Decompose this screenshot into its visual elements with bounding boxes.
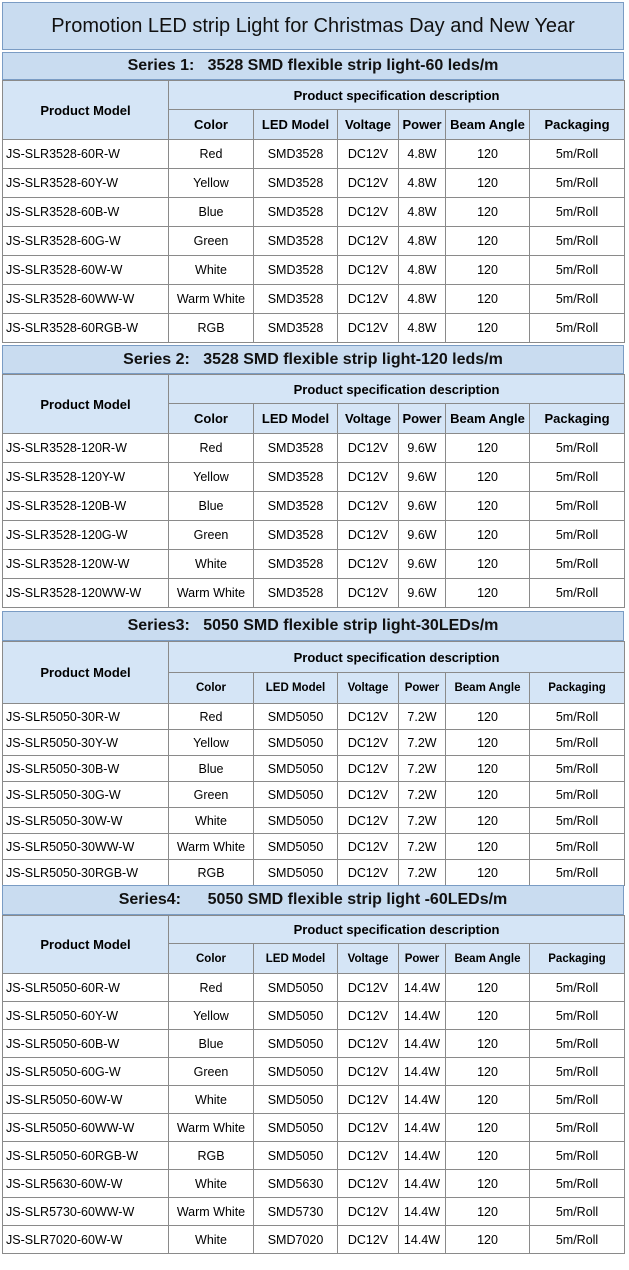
table-cell: 120 bbox=[446, 1002, 530, 1030]
table-cell: 9.6W bbox=[399, 579, 446, 608]
table-cell: 4.8W bbox=[399, 285, 446, 314]
table-cell: 5m/Roll bbox=[530, 1002, 625, 1030]
table-row bbox=[3, 974, 625, 1002]
spec-description-header: Product specification description bbox=[169, 916, 625, 944]
table-cell: SMD5050 bbox=[254, 730, 338, 756]
table-cell: 7.2W bbox=[399, 730, 446, 756]
series-title: Series4: 5050 SMD flexible strip light -60LEDs/m bbox=[2, 885, 624, 915]
table-cell: DC12V bbox=[338, 1198, 399, 1226]
table-cell: RGB bbox=[169, 860, 254, 886]
column-header: Power bbox=[399, 404, 446, 434]
column-header: Power bbox=[399, 110, 446, 140]
column-header: Voltage bbox=[338, 110, 399, 140]
table-cell: Yellow bbox=[169, 1002, 254, 1030]
table-cell: Warm White bbox=[169, 579, 254, 608]
table-cell: 4.8W bbox=[399, 256, 446, 285]
spec-table bbox=[2, 641, 625, 886]
table-cell: 9.6W bbox=[399, 521, 446, 550]
table-cell: 120 bbox=[446, 579, 530, 608]
table-row bbox=[3, 198, 625, 227]
table-cell: DC12V bbox=[338, 198, 399, 227]
product-model-cell: JS-SLR5050-30WW-W bbox=[3, 834, 169, 860]
table-cell: DC12V bbox=[338, 463, 399, 492]
table-row bbox=[3, 579, 625, 608]
table-cell: 4.8W bbox=[399, 227, 446, 256]
spec-table bbox=[2, 374, 625, 608]
series-title: Series3: 5050 SMD flexible strip light-30LEDs/m bbox=[2, 611, 624, 641]
table-cell: SMD5050 bbox=[254, 834, 338, 860]
table-cell: 5m/Roll bbox=[530, 860, 625, 886]
product-model-cell: JS-SLR5050-30RGB-W bbox=[3, 860, 169, 886]
table-cell: DC12V bbox=[338, 256, 399, 285]
product-model-header: Product Model bbox=[3, 642, 169, 704]
table-cell: Yellow bbox=[169, 169, 254, 198]
table-cell: 120 bbox=[446, 463, 530, 492]
product-model-cell: JS-SLR5050-60WW-W bbox=[3, 1114, 169, 1142]
table-cell: 9.6W bbox=[399, 550, 446, 579]
table-cell: SMD3528 bbox=[254, 256, 338, 285]
table-cell: 5m/Roll bbox=[530, 1030, 625, 1058]
series-section bbox=[2, 611, 624, 886]
product-model-cell: JS-SLR5050-30Y-W bbox=[3, 730, 169, 756]
table-cell: 5m/Roll bbox=[530, 834, 625, 860]
table-cell: SMD3528 bbox=[254, 434, 338, 463]
table-cell: 5m/Roll bbox=[530, 1114, 625, 1142]
table-row bbox=[3, 704, 625, 730]
table-cell: 7.2W bbox=[399, 782, 446, 808]
product-model-cell: JS-SLR5050-60Y-W bbox=[3, 1002, 169, 1030]
table-cell: SMD3528 bbox=[254, 169, 338, 198]
table-cell: DC12V bbox=[338, 1142, 399, 1170]
table-cell: 120 bbox=[446, 314, 530, 343]
table-row bbox=[3, 169, 625, 198]
product-model-cell: JS-SLR3528-120WW-W bbox=[3, 579, 169, 608]
table-cell: SMD5050 bbox=[254, 756, 338, 782]
table-cell: SMD5050 bbox=[254, 704, 338, 730]
table-cell: SMD5050 bbox=[254, 860, 338, 886]
spec-description-header: Product specification description bbox=[169, 642, 625, 673]
table-cell: 5m/Roll bbox=[530, 1142, 625, 1170]
product-model-cell: JS-SLR5050-60W-W bbox=[3, 1086, 169, 1114]
column-header: Beam Angle bbox=[446, 404, 530, 434]
table-cell: 120 bbox=[446, 169, 530, 198]
table-cell: 7.2W bbox=[399, 808, 446, 834]
table-cell: White bbox=[169, 1226, 254, 1254]
table-cell: 120 bbox=[446, 782, 530, 808]
table-cell: SMD3528 bbox=[254, 227, 338, 256]
table-cell: 5m/Roll bbox=[530, 782, 625, 808]
column-header: Packaging bbox=[530, 110, 625, 140]
table-cell: Blue bbox=[169, 492, 254, 521]
product-model-header: Product Model bbox=[3, 81, 169, 140]
table-cell: 5m/Roll bbox=[530, 808, 625, 834]
table-cell: SMD5050 bbox=[254, 1114, 338, 1142]
table-row bbox=[3, 285, 625, 314]
table-cell: 5m/Roll bbox=[530, 1058, 625, 1086]
column-header: Color bbox=[169, 673, 254, 704]
table-cell: 120 bbox=[446, 756, 530, 782]
table-cell: 120 bbox=[446, 730, 530, 756]
column-header: LED Model bbox=[254, 404, 338, 434]
series-title: Series 1: 3528 SMD flexible strip light-60 leds/m bbox=[2, 52, 624, 80]
product-model-cell: JS-SLR5050-30G-W bbox=[3, 782, 169, 808]
table-cell: 120 bbox=[446, 1226, 530, 1254]
product-model-cell: JS-SLR5730-60WW-W bbox=[3, 1198, 169, 1226]
table-cell: RGB bbox=[169, 1142, 254, 1170]
product-model-cell: JS-SLR5050-30R-W bbox=[3, 704, 169, 730]
table-cell: 120 bbox=[446, 434, 530, 463]
product-model-cell: JS-SLR3528-120B-W bbox=[3, 492, 169, 521]
table-cell: 120 bbox=[446, 974, 530, 1002]
table-cell: 5m/Roll bbox=[530, 1170, 625, 1198]
table-row bbox=[3, 808, 625, 834]
series-section bbox=[2, 885, 624, 1254]
table-cell: Blue bbox=[169, 1030, 254, 1058]
table-cell: White bbox=[169, 1170, 254, 1198]
table-cell: SMD5050 bbox=[254, 1002, 338, 1030]
product-model-cell: JS-SLR3528-60WW-W bbox=[3, 285, 169, 314]
table-cell: 7.2W bbox=[399, 860, 446, 886]
table-cell: DC12V bbox=[338, 1002, 399, 1030]
column-header: Power bbox=[399, 944, 446, 974]
table-cell: 5m/Roll bbox=[530, 256, 625, 285]
table-cell: Red bbox=[169, 434, 254, 463]
table-cell: SMD5630 bbox=[254, 1170, 338, 1198]
table-cell: DC12V bbox=[338, 834, 399, 860]
table-cell: 5m/Roll bbox=[530, 704, 625, 730]
product-model-cell: JS-SLR5050-30B-W bbox=[3, 756, 169, 782]
table-row bbox=[3, 1058, 625, 1086]
column-header: LED Model bbox=[254, 110, 338, 140]
table-cell: 14.4W bbox=[399, 1114, 446, 1142]
table-cell: SMD3528 bbox=[254, 285, 338, 314]
column-header: Beam Angle bbox=[446, 944, 530, 974]
table-cell: 4.8W bbox=[399, 169, 446, 198]
table-cell: 5m/Roll bbox=[530, 974, 625, 1002]
table-cell: 5m/Roll bbox=[530, 434, 625, 463]
table-cell: 120 bbox=[446, 1086, 530, 1114]
table-cell: Blue bbox=[169, 198, 254, 227]
table-cell: 5m/Roll bbox=[530, 492, 625, 521]
table-cell: 120 bbox=[446, 834, 530, 860]
table-cell: 5m/Roll bbox=[530, 756, 625, 782]
table-row bbox=[3, 550, 625, 579]
table-cell: DC12V bbox=[338, 1226, 399, 1254]
table-cell: 14.4W bbox=[399, 974, 446, 1002]
table-cell: Green bbox=[169, 1058, 254, 1086]
table-cell: 120 bbox=[446, 550, 530, 579]
table-cell: Red bbox=[169, 704, 254, 730]
table-row bbox=[3, 1086, 625, 1114]
table-cell: 14.4W bbox=[399, 1226, 446, 1254]
series-section bbox=[2, 52, 624, 343]
table-cell: DC12V bbox=[338, 1114, 399, 1142]
table-cell: 9.6W bbox=[399, 492, 446, 521]
table-cell: Warm White bbox=[169, 834, 254, 860]
table-cell: SMD3528 bbox=[254, 198, 338, 227]
product-model-cell: JS-SLR3528-60W-W bbox=[3, 256, 169, 285]
table-cell: 14.4W bbox=[399, 1170, 446, 1198]
table-cell: 14.4W bbox=[399, 1030, 446, 1058]
series-section bbox=[2, 345, 624, 608]
table-cell: SMD5050 bbox=[254, 974, 338, 1002]
table-cell: Green bbox=[169, 782, 254, 808]
spec-description-header: Product specification description bbox=[169, 81, 625, 110]
table-cell: SMD3528 bbox=[254, 140, 338, 169]
table-cell: 120 bbox=[446, 198, 530, 227]
table-cell: White bbox=[169, 256, 254, 285]
table-row bbox=[3, 1114, 625, 1142]
table-cell: SMD3528 bbox=[254, 550, 338, 579]
table-cell: 120 bbox=[446, 1198, 530, 1226]
table-row bbox=[3, 140, 625, 169]
table-cell: Warm White bbox=[169, 1198, 254, 1226]
column-header: Color bbox=[169, 110, 254, 140]
table-row bbox=[3, 782, 625, 808]
table-cell: Blue bbox=[169, 756, 254, 782]
product-model-cell: JS-SLR3528-60B-W bbox=[3, 198, 169, 227]
table-cell: 14.4W bbox=[399, 1198, 446, 1226]
table-row bbox=[3, 860, 625, 886]
column-header: Voltage bbox=[338, 404, 399, 434]
table-cell: 5m/Roll bbox=[530, 314, 625, 343]
column-header: Packaging bbox=[530, 404, 625, 434]
table-cell: Green bbox=[169, 227, 254, 256]
table-cell: Warm White bbox=[169, 1114, 254, 1142]
table-cell: 5m/Roll bbox=[530, 140, 625, 169]
table-cell: 5m/Roll bbox=[530, 521, 625, 550]
table-cell: SMD3528 bbox=[254, 492, 338, 521]
table-cell: 4.8W bbox=[399, 140, 446, 169]
table-cell: 5m/Roll bbox=[530, 463, 625, 492]
table-cell: SMD5050 bbox=[254, 1086, 338, 1114]
table-cell: 120 bbox=[446, 492, 530, 521]
product-model-cell: JS-SLR3528-120Y-W bbox=[3, 463, 169, 492]
product-model-cell: JS-SLR5630-60W-W bbox=[3, 1170, 169, 1198]
table-cell: DC12V bbox=[338, 860, 399, 886]
table-cell: 5m/Roll bbox=[530, 579, 625, 608]
table-cell: DC12V bbox=[338, 808, 399, 834]
spec-description-header: Product specification description bbox=[169, 375, 625, 404]
table-cell: 7.2W bbox=[399, 834, 446, 860]
product-model-cell: JS-SLR5050-30W-W bbox=[3, 808, 169, 834]
table-cell: 120 bbox=[446, 521, 530, 550]
table-cell: SMD3528 bbox=[254, 521, 338, 550]
table-cell: 4.8W bbox=[399, 314, 446, 343]
column-header: LED Model bbox=[254, 673, 338, 704]
table-cell: 5m/Roll bbox=[530, 550, 625, 579]
product-model-cell: JS-SLR3528-120W-W bbox=[3, 550, 169, 579]
column-header: LED Model bbox=[254, 944, 338, 974]
table-cell: SMD7020 bbox=[254, 1226, 338, 1254]
table-cell: White bbox=[169, 1086, 254, 1114]
column-header: Packaging bbox=[530, 673, 625, 704]
table-row bbox=[3, 314, 625, 343]
table-cell: Red bbox=[169, 974, 254, 1002]
table-row bbox=[3, 1002, 625, 1030]
table-cell: DC12V bbox=[338, 756, 399, 782]
table-row bbox=[3, 434, 625, 463]
table-cell: DC12V bbox=[338, 579, 399, 608]
table-row bbox=[3, 521, 625, 550]
table-cell: 120 bbox=[446, 1142, 530, 1170]
table-cell: DC12V bbox=[338, 782, 399, 808]
table-cell: 120 bbox=[446, 704, 530, 730]
table-cell: Yellow bbox=[169, 463, 254, 492]
table-cell: DC12V bbox=[338, 285, 399, 314]
table-cell: DC12V bbox=[338, 1058, 399, 1086]
table-cell: 14.4W bbox=[399, 1058, 446, 1086]
table-cell: White bbox=[169, 550, 254, 579]
table-cell: Yellow bbox=[169, 730, 254, 756]
spec-table bbox=[2, 915, 625, 1254]
table-cell: 5m/Roll bbox=[530, 227, 625, 256]
table-cell: 5m/Roll bbox=[530, 198, 625, 227]
table-cell: 14.4W bbox=[399, 1142, 446, 1170]
product-model-header: Product Model bbox=[3, 375, 169, 434]
table-cell: 120 bbox=[446, 227, 530, 256]
column-header: Color bbox=[169, 944, 254, 974]
product-model-header: Product Model bbox=[3, 916, 169, 974]
table-cell: SMD5050 bbox=[254, 1058, 338, 1086]
table-cell: 120 bbox=[446, 140, 530, 169]
table-cell: 5m/Roll bbox=[530, 1226, 625, 1254]
table-cell: DC12V bbox=[338, 550, 399, 579]
table-cell: DC12V bbox=[338, 169, 399, 198]
table-cell: 120 bbox=[446, 1170, 530, 1198]
table-cell: SMD5050 bbox=[254, 782, 338, 808]
table-cell: 7.2W bbox=[399, 756, 446, 782]
table-cell: SMD3528 bbox=[254, 463, 338, 492]
product-model-cell: JS-SLR3528-120R-W bbox=[3, 434, 169, 463]
table-row bbox=[3, 730, 625, 756]
table-cell: DC12V bbox=[338, 434, 399, 463]
product-model-cell: JS-SLR5050-60G-W bbox=[3, 1058, 169, 1086]
product-model-cell: JS-SLR3528-60R-W bbox=[3, 140, 169, 169]
table-cell: 14.4W bbox=[399, 1086, 446, 1114]
column-header: Power bbox=[399, 673, 446, 704]
table-row bbox=[3, 1226, 625, 1254]
series-title: Series 2: 3528 SMD flexible strip light-120 leds/m bbox=[2, 345, 624, 374]
product-model-cell: JS-SLR7020-60W-W bbox=[3, 1226, 169, 1254]
table-cell: SMD5050 bbox=[254, 1142, 338, 1170]
table-row bbox=[3, 256, 625, 285]
table-cell: Warm White bbox=[169, 285, 254, 314]
product-model-cell: JS-SLR5050-60R-W bbox=[3, 974, 169, 1002]
table-cell: SMD5730 bbox=[254, 1198, 338, 1226]
table-cell: 14.4W bbox=[399, 1002, 446, 1030]
table-row bbox=[3, 756, 625, 782]
table-row bbox=[3, 1170, 625, 1198]
table-row bbox=[3, 834, 625, 860]
table-row bbox=[3, 1142, 625, 1170]
table-cell: DC12V bbox=[338, 974, 399, 1002]
spec-table bbox=[2, 80, 625, 343]
table-row bbox=[3, 1030, 625, 1058]
table-cell: DC12V bbox=[338, 1030, 399, 1058]
table-cell: 5m/Roll bbox=[530, 285, 625, 314]
table-cell: DC12V bbox=[338, 1170, 399, 1198]
table-cell: 5m/Roll bbox=[530, 1198, 625, 1226]
table-cell: Green bbox=[169, 521, 254, 550]
table-cell: DC12V bbox=[338, 730, 399, 756]
table-cell: DC12V bbox=[338, 492, 399, 521]
table-row bbox=[3, 463, 625, 492]
product-model-cell: JS-SLR3528-60G-W bbox=[3, 227, 169, 256]
product-model-cell: JS-SLR3528-60RGB-W bbox=[3, 314, 169, 343]
column-header: Beam Angle bbox=[446, 673, 530, 704]
column-header: Voltage bbox=[338, 673, 399, 704]
page-title: Promotion LED strip Light for Christmas Day and New Year bbox=[2, 2, 624, 50]
table-cell: 9.6W bbox=[399, 463, 446, 492]
column-header: Packaging bbox=[530, 944, 625, 974]
table-cell: 120 bbox=[446, 285, 530, 314]
table-cell: 5m/Roll bbox=[530, 1086, 625, 1114]
table-cell: DC12V bbox=[338, 314, 399, 343]
table-cell: DC12V bbox=[338, 140, 399, 169]
table-cell: DC12V bbox=[338, 227, 399, 256]
table-cell: SMD5050 bbox=[254, 808, 338, 834]
table-cell: 5m/Roll bbox=[530, 169, 625, 198]
table-cell: DC12V bbox=[338, 704, 399, 730]
product-model-cell: JS-SLR3528-60Y-W bbox=[3, 169, 169, 198]
table-row bbox=[3, 1198, 625, 1226]
table-cell: DC12V bbox=[338, 521, 399, 550]
table-cell: 120 bbox=[446, 1114, 530, 1142]
table-cell: SMD3528 bbox=[254, 314, 338, 343]
table-cell: 120 bbox=[446, 256, 530, 285]
product-model-cell: JS-SLR5050-60RGB-W bbox=[3, 1142, 169, 1170]
column-header: Beam Angle bbox=[446, 110, 530, 140]
table-cell: 5m/Roll bbox=[530, 730, 625, 756]
table-cell: RGB bbox=[169, 314, 254, 343]
table-cell: 120 bbox=[446, 1058, 530, 1086]
table-row bbox=[3, 492, 625, 521]
table-cell: 120 bbox=[446, 860, 530, 886]
table-cell: DC12V bbox=[338, 1086, 399, 1114]
table-cell: SMD5050 bbox=[254, 1030, 338, 1058]
column-header: Voltage bbox=[338, 944, 399, 974]
column-header: Color bbox=[169, 404, 254, 434]
table-cell: 7.2W bbox=[399, 704, 446, 730]
table-row bbox=[3, 227, 625, 256]
table-cell: 9.6W bbox=[399, 434, 446, 463]
table-cell: 4.8W bbox=[399, 198, 446, 227]
table-cell: 120 bbox=[446, 808, 530, 834]
table-cell: 120 bbox=[446, 1030, 530, 1058]
table-cell: Red bbox=[169, 140, 254, 169]
table-cell: SMD3528 bbox=[254, 579, 338, 608]
table-cell: White bbox=[169, 808, 254, 834]
product-model-cell: JS-SLR3528-120G-W bbox=[3, 521, 169, 550]
product-model-cell: JS-SLR5050-60B-W bbox=[3, 1030, 169, 1058]
